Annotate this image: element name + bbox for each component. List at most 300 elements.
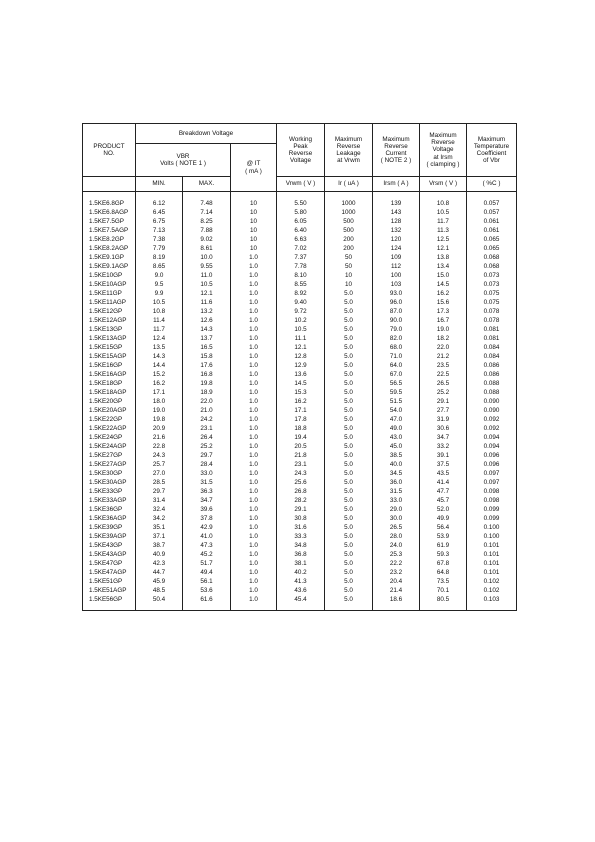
tempco-cell: 0.065 bbox=[467, 235, 517, 244]
it-cell: 1.0 bbox=[231, 460, 277, 469]
product-cell: 1.5KE51AGP bbox=[83, 586, 136, 595]
irsm-cell: 43.0 bbox=[373, 433, 420, 442]
irsm-cell: 93.0 bbox=[373, 289, 420, 298]
vrwm-cell: 43.6 bbox=[277, 586, 325, 595]
product-cell: 1.5KE8.2GP bbox=[83, 235, 136, 244]
ir-cell: 5.0 bbox=[325, 325, 373, 334]
vrsm-cell: 53.9 bbox=[420, 532, 467, 541]
it-cell: 1.0 bbox=[231, 523, 277, 532]
ir-cell: 5.0 bbox=[325, 289, 373, 298]
product-cell: 1.5KE33GP bbox=[83, 487, 136, 496]
tempco-cell: 0.061 bbox=[467, 217, 517, 226]
vrwm-cell: 21.8 bbox=[277, 451, 325, 460]
vbr-min-cell: 45.9 bbox=[136, 577, 183, 586]
irsm-cell: 139 bbox=[373, 192, 420, 209]
table-row bbox=[83, 298, 517, 307]
irsm-cell: 28.0 bbox=[373, 532, 420, 541]
product-cell: 1.5KE10GP bbox=[83, 271, 136, 280]
header-breakdown-voltage: Breakdown Voltage bbox=[136, 124, 277, 144]
spec-table-body bbox=[83, 192, 517, 611]
ir-cell: 5.0 bbox=[325, 352, 373, 361]
table-row bbox=[83, 496, 517, 505]
irsm-cell: 22.2 bbox=[373, 559, 420, 568]
vrwm-cell: 33.3 bbox=[277, 532, 325, 541]
table-row bbox=[83, 379, 517, 388]
tempco-cell: 0.099 bbox=[467, 505, 517, 514]
table-row bbox=[83, 352, 517, 361]
vbr-max-cell: 51.7 bbox=[183, 559, 231, 568]
vrsm-cell: 18.2 bbox=[420, 334, 467, 343]
table-row bbox=[83, 316, 517, 325]
vbr-min-cell: 44.7 bbox=[136, 568, 183, 577]
table-row bbox=[83, 415, 517, 424]
vbr-max-cell: 56.1 bbox=[183, 577, 231, 586]
table-row bbox=[83, 262, 517, 271]
it-cell: 1.0 bbox=[231, 451, 277, 460]
tempco-cell: 0.094 bbox=[467, 442, 517, 451]
it-cell: 1.0 bbox=[231, 388, 277, 397]
ir-cell: 5.0 bbox=[325, 541, 373, 550]
tempco-cell: 0.100 bbox=[467, 532, 517, 541]
product-cell: 1.5KE56GP bbox=[83, 595, 136, 611]
vrwm-cell: 12.1 bbox=[277, 343, 325, 352]
vbr-max-cell: 7.14 bbox=[183, 208, 231, 217]
table-row bbox=[83, 280, 517, 289]
vrwm-cell: 31.6 bbox=[277, 523, 325, 532]
vbr-max-cell: 42.9 bbox=[183, 523, 231, 532]
irsm-cell: 40.0 bbox=[373, 460, 420, 469]
tempco-cell: 0.102 bbox=[467, 586, 517, 595]
vrwm-cell: 7.78 bbox=[277, 262, 325, 271]
tempco-cell: 0.097 bbox=[467, 469, 517, 478]
vrwm-cell: 23.1 bbox=[277, 460, 325, 469]
vrwm-cell: 8.10 bbox=[277, 271, 325, 280]
units-vrsm: Vrsm ( V ) bbox=[420, 177, 467, 192]
vbr-max-cell: 8.25 bbox=[183, 217, 231, 226]
ir-cell: 5.0 bbox=[325, 370, 373, 379]
it-cell: 1.0 bbox=[231, 442, 277, 451]
it-cell: 1.0 bbox=[231, 316, 277, 325]
it-cell: 1.0 bbox=[231, 568, 277, 577]
header-reverse-leakage: Maximum Reverse Leakage at Vrwm bbox=[325, 124, 373, 177]
vbr-max-cell: 26.4 bbox=[183, 433, 231, 442]
tempco-cell: 0.101 bbox=[467, 568, 517, 577]
vrwm-cell: 16.2 bbox=[277, 397, 325, 406]
vrwm-cell: 28.2 bbox=[277, 496, 325, 505]
it-cell: 1.0 bbox=[231, 307, 277, 316]
table-row bbox=[83, 307, 517, 316]
vbr-min-cell: 8.19 bbox=[136, 253, 183, 262]
vbr-min-cell: 17.1 bbox=[136, 388, 183, 397]
vrsm-cell: 25.2 bbox=[420, 388, 467, 397]
vbr-max-cell: 10.0 bbox=[183, 253, 231, 262]
ir-cell: 5.0 bbox=[325, 361, 373, 370]
tempco-cell: 0.086 bbox=[467, 370, 517, 379]
vbr-max-cell: 12.1 bbox=[183, 289, 231, 298]
it-cell: 1.0 bbox=[231, 289, 277, 298]
vrsm-cell: 11.7 bbox=[420, 217, 467, 226]
table-row bbox=[83, 244, 517, 253]
vrsm-cell: 14.5 bbox=[420, 280, 467, 289]
product-cell: 1.5KE22AGP bbox=[83, 424, 136, 433]
table-row bbox=[83, 361, 517, 370]
vbr-max-cell: 21.0 bbox=[183, 406, 231, 415]
vbr-min-cell: 6.12 bbox=[136, 192, 183, 209]
irsm-cell: 128 bbox=[373, 217, 420, 226]
header-vbr: VBR Volts ( NOTE 1 ) bbox=[136, 144, 231, 177]
irsm-cell: 47.0 bbox=[373, 415, 420, 424]
vrsm-cell: 33.2 bbox=[420, 442, 467, 451]
irsm-cell: 143 bbox=[373, 208, 420, 217]
vbr-min-cell: 7.13 bbox=[136, 226, 183, 235]
ir-cell: 1000 bbox=[325, 208, 373, 217]
ir-cell: 5.0 bbox=[325, 523, 373, 532]
ir-cell: 10 bbox=[325, 280, 373, 289]
vbr-max-cell: 28.4 bbox=[183, 460, 231, 469]
product-cell: 1.5KE27AGP bbox=[83, 460, 136, 469]
vrsm-cell: 31.9 bbox=[420, 415, 467, 424]
vbr-max-cell: 29.7 bbox=[183, 451, 231, 460]
vbr-min-cell: 6.45 bbox=[136, 208, 183, 217]
vrwm-cell: 6.63 bbox=[277, 235, 325, 244]
table-row bbox=[83, 343, 517, 352]
vbr-max-cell: 9.55 bbox=[183, 262, 231, 271]
tempco-cell: 0.057 bbox=[467, 208, 517, 217]
product-cell: 1.5KE13AGP bbox=[83, 334, 136, 343]
vrwm-cell: 5.80 bbox=[277, 208, 325, 217]
vbr-max-cell: 16.5 bbox=[183, 343, 231, 352]
vbr-max-cell: 13.2 bbox=[183, 307, 231, 316]
it-cell: 10 bbox=[231, 192, 277, 209]
vbr-max-cell: 11.6 bbox=[183, 298, 231, 307]
irsm-cell: 68.0 bbox=[373, 343, 420, 352]
vrsm-cell: 59.3 bbox=[420, 550, 467, 559]
irsm-cell: 90.0 bbox=[373, 316, 420, 325]
tempco-cell: 0.061 bbox=[467, 226, 517, 235]
product-cell: 1.5KE9.1GP bbox=[83, 253, 136, 262]
vrsm-cell: 15.6 bbox=[420, 298, 467, 307]
ir-cell: 5.0 bbox=[325, 397, 373, 406]
it-cell: 1.0 bbox=[231, 532, 277, 541]
ir-cell: 5.0 bbox=[325, 307, 373, 316]
vrwm-cell: 14.5 bbox=[277, 379, 325, 388]
tempco-cell: 0.097 bbox=[467, 478, 517, 487]
irsm-cell: 124 bbox=[373, 244, 420, 253]
vrsm-cell: 73.5 bbox=[420, 577, 467, 586]
ir-cell: 5.0 bbox=[325, 343, 373, 352]
tempco-cell: 0.086 bbox=[467, 361, 517, 370]
vbr-min-cell: 40.9 bbox=[136, 550, 183, 559]
vrsm-cell: 12.5 bbox=[420, 235, 467, 244]
product-cell: 1.5KE6.8AGP bbox=[83, 208, 136, 217]
tempco-cell: 0.101 bbox=[467, 550, 517, 559]
vbr-max-cell: 7.88 bbox=[183, 226, 231, 235]
ir-cell: 5.0 bbox=[325, 451, 373, 460]
ir-cell: 5.0 bbox=[325, 433, 373, 442]
ir-cell: 1000 bbox=[325, 192, 373, 209]
vbr-min-cell: 7.38 bbox=[136, 235, 183, 244]
table-row bbox=[83, 235, 517, 244]
vrsm-cell: 30.6 bbox=[420, 424, 467, 433]
table-row bbox=[83, 208, 517, 217]
irsm-cell: 79.0 bbox=[373, 325, 420, 334]
header-temperature-coefficient: Maximum Temperature Coefficient of Vbr bbox=[467, 124, 517, 177]
vbr-min-cell: 28.5 bbox=[136, 478, 183, 487]
product-cell: 1.5KE7.5AGP bbox=[83, 226, 136, 235]
irsm-cell: 30.0 bbox=[373, 514, 420, 523]
table-row bbox=[83, 505, 517, 514]
tempco-cell: 0.084 bbox=[467, 343, 517, 352]
ir-cell: 5.0 bbox=[325, 406, 373, 415]
vrwm-cell: 38.1 bbox=[277, 559, 325, 568]
vrsm-cell: 13.4 bbox=[420, 262, 467, 271]
it-cell: 1.0 bbox=[231, 487, 277, 496]
vrwm-cell: 34.8 bbox=[277, 541, 325, 550]
header-test-current: @ IT ( mA ) bbox=[231, 144, 277, 192]
tempco-cell: 0.075 bbox=[467, 289, 517, 298]
tempco-cell: 0.078 bbox=[467, 307, 517, 316]
ir-cell: 5.0 bbox=[325, 496, 373, 505]
product-cell: 1.5KE36AGP bbox=[83, 514, 136, 523]
table-row bbox=[83, 217, 517, 226]
it-cell: 1.0 bbox=[231, 424, 277, 433]
vrsm-cell: 61.9 bbox=[420, 541, 467, 550]
vbr-min-cell: 48.5 bbox=[136, 586, 183, 595]
it-cell: 1.0 bbox=[231, 478, 277, 487]
vbr-max-cell: 37.8 bbox=[183, 514, 231, 523]
vrsm-cell: 22.5 bbox=[420, 370, 467, 379]
vbr-max-cell: 53.6 bbox=[183, 586, 231, 595]
vbr-min-cell: 14.3 bbox=[136, 352, 183, 361]
header-reverse-current: Maximum Reverse Current ( NOTE 2 ) bbox=[373, 124, 420, 177]
irsm-cell: 18.6 bbox=[373, 595, 420, 611]
table-row bbox=[83, 397, 517, 406]
ir-cell: 5.0 bbox=[325, 577, 373, 586]
tempco-cell: 0.078 bbox=[467, 316, 517, 325]
vrwm-cell: 10.2 bbox=[277, 316, 325, 325]
irsm-cell: 26.5 bbox=[373, 523, 420, 532]
vbr-min-cell: 6.75 bbox=[136, 217, 183, 226]
vrwm-cell: 25.6 bbox=[277, 478, 325, 487]
irsm-cell: 103 bbox=[373, 280, 420, 289]
vbr-min-cell: 24.3 bbox=[136, 451, 183, 460]
vrwm-cell: 29.1 bbox=[277, 505, 325, 514]
tempco-cell: 0.092 bbox=[467, 424, 517, 433]
vrwm-cell: 6.05 bbox=[277, 217, 325, 226]
product-cell: 1.5KE7.5GP bbox=[83, 217, 136, 226]
it-cell: 1.0 bbox=[231, 334, 277, 343]
tempco-cell: 0.075 bbox=[467, 298, 517, 307]
ir-cell: 5.0 bbox=[325, 505, 373, 514]
vbr-min-cell: 9.9 bbox=[136, 289, 183, 298]
table-row bbox=[83, 550, 517, 559]
vbr-min-cell: 13.5 bbox=[136, 343, 183, 352]
units-vrwm: Vrwm ( V ) bbox=[277, 177, 325, 192]
tempco-cell: 0.090 bbox=[467, 406, 517, 415]
table-row bbox=[83, 469, 517, 478]
vbr-max-cell: 31.5 bbox=[183, 478, 231, 487]
product-cell: 1.5KE11GP bbox=[83, 289, 136, 298]
vrsm-cell: 80.5 bbox=[420, 595, 467, 611]
vrwm-cell: 12.8 bbox=[277, 352, 325, 361]
vbr-max-cell: 22.0 bbox=[183, 397, 231, 406]
irsm-cell: 33.0 bbox=[373, 496, 420, 505]
ir-cell: 5.0 bbox=[325, 532, 373, 541]
vbr-max-cell: 34.7 bbox=[183, 496, 231, 505]
vrwm-cell: 45.4 bbox=[277, 595, 325, 611]
units-min: MIN. bbox=[136, 177, 183, 192]
ir-cell: 5.0 bbox=[325, 487, 373, 496]
tempco-cell: 0.088 bbox=[467, 388, 517, 397]
vrwm-cell: 24.3 bbox=[277, 469, 325, 478]
table-row bbox=[83, 442, 517, 451]
tempco-cell: 0.098 bbox=[467, 487, 517, 496]
product-cell: 1.5KE11AGP bbox=[83, 298, 136, 307]
it-cell: 1.0 bbox=[231, 253, 277, 262]
ir-cell: 50 bbox=[325, 253, 373, 262]
it-cell: 10 bbox=[231, 235, 277, 244]
vbr-min-cell: 8.65 bbox=[136, 262, 183, 271]
vbr-max-cell: 17.6 bbox=[183, 361, 231, 370]
vbr-max-cell: 24.2 bbox=[183, 415, 231, 424]
it-cell: 1.0 bbox=[231, 577, 277, 586]
product-cell: 1.5KE8.2AGP bbox=[83, 244, 136, 253]
vbr-min-cell: 12.4 bbox=[136, 334, 183, 343]
vbr-max-cell: 18.9 bbox=[183, 388, 231, 397]
table-row bbox=[83, 406, 517, 415]
ir-cell: 5.0 bbox=[325, 568, 373, 577]
table-row bbox=[83, 388, 517, 397]
it-cell: 1.0 bbox=[231, 397, 277, 406]
it-cell: 1.0 bbox=[231, 514, 277, 523]
vbr-max-cell: 61.6 bbox=[183, 595, 231, 611]
it-cell: 10 bbox=[231, 217, 277, 226]
header-working-peak-reverse-voltage: Working Peak Reverse Voltage bbox=[277, 124, 325, 177]
table-row bbox=[83, 595, 517, 611]
vbr-min-cell: 25.7 bbox=[136, 460, 183, 469]
vrsm-cell: 11.3 bbox=[420, 226, 467, 235]
vrwm-cell: 41.3 bbox=[277, 577, 325, 586]
irsm-cell: 56.5 bbox=[373, 379, 420, 388]
ir-cell: 5.0 bbox=[325, 442, 373, 451]
vrsm-cell: 45.7 bbox=[420, 496, 467, 505]
product-cell: 1.5KE39GP bbox=[83, 523, 136, 532]
tempco-cell: 0.098 bbox=[467, 496, 517, 505]
ir-cell: 5.0 bbox=[325, 514, 373, 523]
vbr-min-cell: 29.7 bbox=[136, 487, 183, 496]
vrwm-cell: 40.2 bbox=[277, 568, 325, 577]
tempco-cell: 0.081 bbox=[467, 325, 517, 334]
product-cell: 1.5KE6.8GP bbox=[83, 192, 136, 209]
vbr-min-cell: 15.2 bbox=[136, 370, 183, 379]
tempco-cell: 0.088 bbox=[467, 379, 517, 388]
vrsm-cell: 39.1 bbox=[420, 451, 467, 460]
product-cell: 1.5KE22GP bbox=[83, 415, 136, 424]
tempco-cell: 0.073 bbox=[467, 271, 517, 280]
vrsm-cell: 21.2 bbox=[420, 352, 467, 361]
vrwm-cell: 9.40 bbox=[277, 298, 325, 307]
table-row bbox=[83, 433, 517, 442]
table-row bbox=[83, 226, 517, 235]
ir-cell: 5.0 bbox=[325, 595, 373, 611]
vrsm-cell: 17.3 bbox=[420, 307, 467, 316]
vrwm-cell: 8.92 bbox=[277, 289, 325, 298]
product-cell: 1.5KE13GP bbox=[83, 325, 136, 334]
irsm-cell: 100 bbox=[373, 271, 420, 280]
it-cell: 1.0 bbox=[231, 541, 277, 550]
vbr-min-cell: 42.3 bbox=[136, 559, 183, 568]
vrwm-cell: 6.40 bbox=[277, 226, 325, 235]
table-row bbox=[83, 487, 517, 496]
it-cell: 1.0 bbox=[231, 559, 277, 568]
tempco-cell: 0.094 bbox=[467, 433, 517, 442]
ir-cell: 5.0 bbox=[325, 478, 373, 487]
irsm-cell: 54.0 bbox=[373, 406, 420, 415]
irsm-cell: 38.5 bbox=[373, 451, 420, 460]
vbr-max-cell: 41.0 bbox=[183, 532, 231, 541]
vrwm-cell: 36.8 bbox=[277, 550, 325, 559]
tempco-cell: 0.084 bbox=[467, 352, 517, 361]
vbr-min-cell: 11.4 bbox=[136, 316, 183, 325]
vrwm-cell: 26.8 bbox=[277, 487, 325, 496]
it-cell: 1.0 bbox=[231, 415, 277, 424]
irsm-cell: 112 bbox=[373, 262, 420, 271]
table-row bbox=[83, 192, 517, 209]
units-irsm: Irsm ( A ) bbox=[373, 177, 420, 192]
vbr-min-cell: 18.0 bbox=[136, 397, 183, 406]
it-cell: 1.0 bbox=[231, 379, 277, 388]
vrsm-cell: 12.1 bbox=[420, 244, 467, 253]
vbr-min-cell: 21.6 bbox=[136, 433, 183, 442]
vrsm-cell: 64.8 bbox=[420, 568, 467, 577]
product-cell: 1.5KE15AGP bbox=[83, 352, 136, 361]
product-cell: 1.5KE18AGP bbox=[83, 388, 136, 397]
table-row bbox=[83, 568, 517, 577]
vrwm-cell: 7.37 bbox=[277, 253, 325, 262]
it-cell: 1.0 bbox=[231, 406, 277, 415]
vrwm-cell: 5.50 bbox=[277, 192, 325, 209]
ir-cell: 10 bbox=[325, 271, 373, 280]
vbr-max-cell: 8.61 bbox=[183, 244, 231, 253]
vrwm-cell: 8.55 bbox=[277, 280, 325, 289]
it-cell: 1.0 bbox=[231, 370, 277, 379]
ir-cell: 5.0 bbox=[325, 424, 373, 433]
it-cell: 1.0 bbox=[231, 550, 277, 559]
product-cell: 1.5KE10AGP bbox=[83, 280, 136, 289]
table-row bbox=[83, 253, 517, 262]
it-cell: 10 bbox=[231, 244, 277, 253]
product-cell: 1.5KE30GP bbox=[83, 469, 136, 478]
table-row bbox=[83, 460, 517, 469]
table-row bbox=[83, 577, 517, 586]
vbr-max-cell: 47.3 bbox=[183, 541, 231, 550]
tempco-cell: 0.068 bbox=[467, 253, 517, 262]
product-cell: 1.5KE24AGP bbox=[83, 442, 136, 451]
tempco-cell: 0.092 bbox=[467, 415, 517, 424]
product-cell: 1.5KE51GP bbox=[83, 577, 136, 586]
table-row bbox=[83, 289, 517, 298]
product-cell: 1.5KE16GP bbox=[83, 361, 136, 370]
irsm-cell: 64.0 bbox=[373, 361, 420, 370]
product-cell: 1.5KE15GP bbox=[83, 343, 136, 352]
units-ir: Ir ( uA ) bbox=[325, 177, 373, 192]
irsm-cell: 25.3 bbox=[373, 550, 420, 559]
vbr-min-cell: 34.2 bbox=[136, 514, 183, 523]
vrsm-cell: 67.8 bbox=[420, 559, 467, 568]
ir-cell: 5.0 bbox=[325, 586, 373, 595]
vbr-max-cell: 15.8 bbox=[183, 352, 231, 361]
vbr-max-cell: 33.0 bbox=[183, 469, 231, 478]
